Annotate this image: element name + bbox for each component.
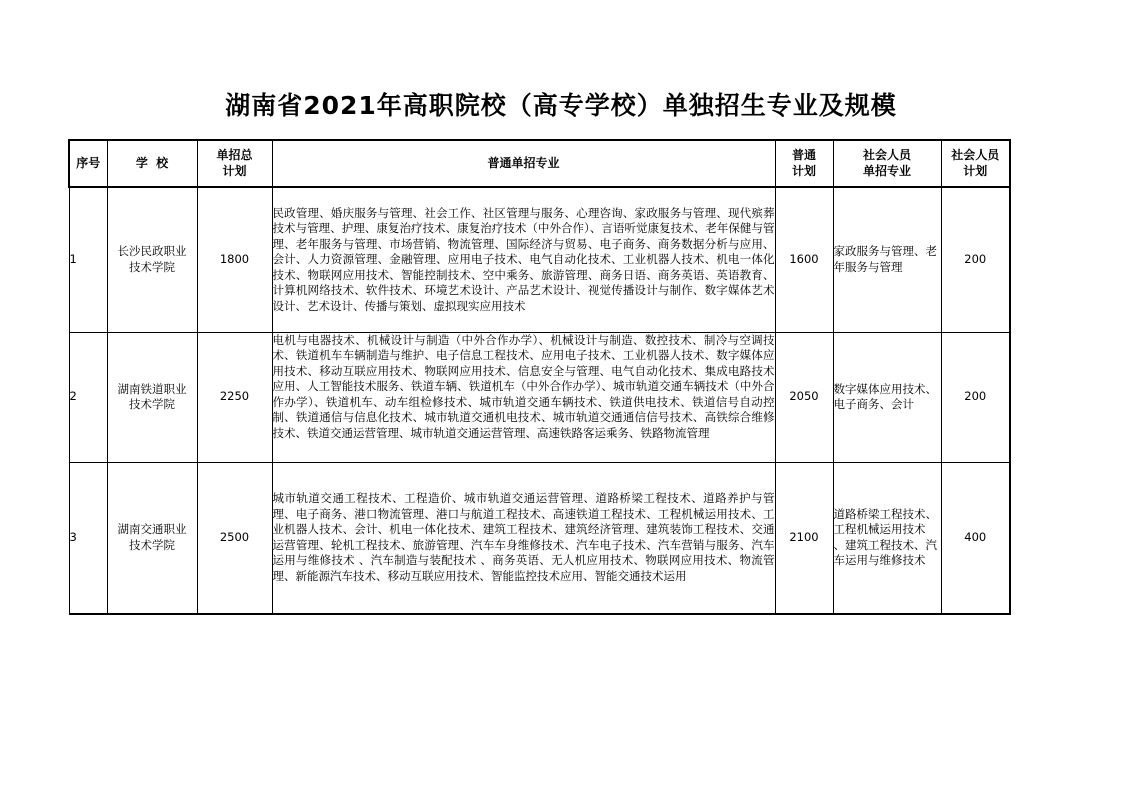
row-school — [107, 332, 197, 462]
row-regular-plan: 2050 — [775, 332, 833, 462]
row-social-majors: 家政服务与管理、老年服务与管理 — [833, 187, 941, 332]
row-index: 2 — [69, 332, 107, 462]
row-social-plan: 200 — [941, 187, 1010, 332]
header-majors: 普通单招专业 — [272, 140, 775, 187]
row-social-plan: 400 — [941, 462, 1010, 614]
row-social-majors: 数字媒体应用技术、电子商务、会计 — [833, 332, 941, 462]
table-row — [69, 187, 1010, 332]
header-social-majors-line2: 单招专业 — [862, 163, 911, 178]
row-total-plan: 1800 — [197, 187, 272, 332]
row-total-plan: 2250 — [197, 332, 272, 462]
row-index: 1 — [69, 187, 107, 332]
school-name-line1: 湖南交通职业 — [117, 522, 187, 537]
row-school — [107, 187, 197, 332]
row-majors: 电机与电器技术、机械设计与制造（中外合作办学）、机械设计与制造、数控技术、制冷与空调技术、铁道机车车辆制造与维护、电子信息工程技术、应用电子技术、工业机器人技术、数字媒体应用技术、移动互联应用技术、物联网应用技术、信息安全与管理、电气自动化技术、集成电路技术应用、人工智能技术服务、铁道车辆、铁道机车（中外合作办学）、城市轨道交通车辆技术（中外合作办学）、铁道机车、动车组检修技术、城市轨道交通车辆技术、铁道供电技术、铁道信号自动控制、铁道通信与信息化技术、城市轨道交通机电技术、城市轨道交通通信信号技术、高铁综合维修技术、铁道交通运营管理、城市轨道交通运营管理、高速铁路客运乘务、铁路物流管理 — [272, 332, 775, 440]
row-index: 3 — [69, 462, 107, 614]
row-majors: 城市轨道交通工程技术、工程造价、城市轨道交通运营管理、道路桥梁工程技术、道路养护与管理、电子商务、港口物流管理、港口与航道工程技术、高速铁道工程技术、工程机械运用技术、工业机器人技术、会计、机电一体化技术、建筑工程技术、建筑经济管理、建筑装饰工程技术、交通运营管理、轮机工程技术、旅游管理、汽车车身维修技术、汽车电子技术、汽车营销与服务、汽车运用与维修技术 、汽车制造与装配技术 、商务英语、无人机应用技术、物联网应用技术、物流管理、新能源汽车技术、移动互联应用技术、智能监控技术应用、智能交通技术运用 — [272, 462, 775, 614]
row-majors-cell — [272, 332, 775, 462]
table-row — [69, 462, 1010, 614]
row-social-majors: 道路桥梁工程技术、工程机械运用技术 、建筑工程技术、汽车运用与维修技术 — [833, 462, 941, 614]
school-name-line2: 技术学院 — [129, 259, 175, 274]
header-total-plan-line1: 单招总 — [216, 148, 253, 162]
school-name-line2: 技术学院 — [129, 397, 175, 411]
header-total-plan-line2: 计划 — [222, 163, 247, 178]
table-row — [69, 332, 1010, 462]
header-social-majors — [833, 140, 941, 187]
row-regular-plan: 2100 — [775, 462, 833, 614]
row-school — [107, 462, 197, 614]
header-regular-plan — [775, 140, 833, 187]
header-social-majors-line1: 社会人员 — [862, 148, 911, 162]
header-regular-plan-line2: 计划 — [791, 163, 816, 178]
row-total-plan: 2500 — [197, 462, 272, 614]
header-school: 学 校 — [107, 140, 197, 187]
page-title: 湖南省2021年高职院校（高专学校）单独招生专业及规模 — [225, 91, 897, 120]
header-social-plan — [941, 140, 1010, 187]
table-header-row — [69, 140, 1010, 187]
school-name-line1: 湖南铁道职业 — [117, 381, 187, 396]
header-social-plan-line1: 社会人员 — [951, 148, 1000, 162]
header-total-plan — [197, 140, 272, 187]
school-name-line2: 技术学院 — [129, 537, 175, 552]
row-majors: 民政管理、婚庆服务与管理、社会工作、社区管理与服务、心理咨询、家政服务与管理、现代殡葬技术与管理、护理、康复治疗技术、康复治疗技术（中外合作）、言语听觉康复技术、老年保健与管理、老年服务与管理、市场营销、物流管理、国际经济与贸易、电子商务、商务数据分析与应用、会计、人力资源管理、金融管理、应用电子技术、电气自动化技术、工业机器人技术、机电一体化技术、物联网应用技术、智能控制技术、空中乘务、旅游管理、商务日语、商务英语、英语教育、计算机网络技术、软件技术、环境艺术设计、产品艺术设计、视觉传播设计与制作、数字媒体艺术设计、艺术设计、传播与策划、虚拟现实应用技术 — [272, 187, 775, 332]
header-social-plan-line2: 计划 — [963, 163, 988, 178]
row-social-plan: 200 — [941, 332, 1010, 462]
row-regular-plan: 1600 — [775, 187, 833, 332]
school-name-line1: 长沙民政职业 — [117, 244, 187, 259]
header-index: 序号 — [69, 140, 107, 187]
header-regular-plan-line1: 普通 — [791, 148, 816, 162]
enrollment-table — [68, 139, 1011, 615]
